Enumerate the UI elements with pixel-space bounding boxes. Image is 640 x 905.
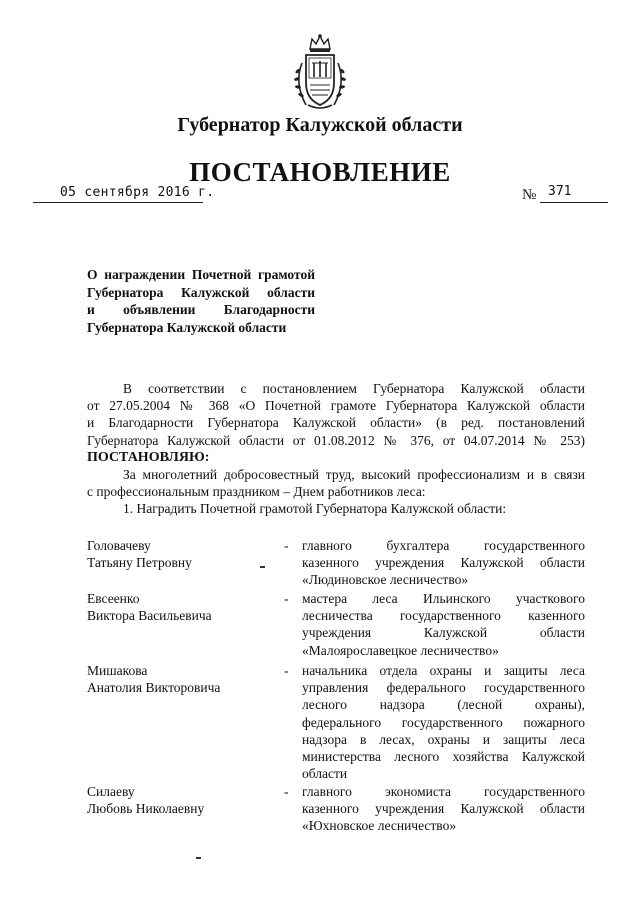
subject-line: О награждении Почетной грамотой <box>87 267 315 282</box>
position-line: лесного надзора (лесной охраны), <box>302 697 585 713</box>
awardee-surname: Мишакова <box>87 663 148 678</box>
subject-line: Губернатора Калужской области <box>87 284 315 300</box>
awardee-given-names: Виктора Васильевича <box>87 608 212 624</box>
awardee-given-names: Татьяну Петровну <box>87 555 192 571</box>
document-date: 05 сентября 2016 г. <box>60 185 215 200</box>
position-line: мастера леса Ильинского участкового <box>302 591 585 606</box>
position-line: учреждения Калужской области <box>302 625 585 641</box>
number-label: № <box>522 187 537 203</box>
position-line: главного бухгалтера государственного <box>302 538 585 553</box>
document-number: 371 <box>548 184 572 199</box>
date-underline <box>33 202 203 203</box>
position-line: начальника отдела охраны и защиты леса <box>302 663 585 678</box>
preamble-line: В соответствии с постановлением Губернатора Калужской области <box>123 381 585 396</box>
awardee-given-names: Анатолия Викторовича <box>87 680 221 696</box>
position-line: «Малоярославецкое лесничество» <box>302 642 499 658</box>
separator-dash: - <box>284 663 289 678</box>
subject-line: и объявлении Благодарности <box>87 302 315 317</box>
awardee-position <box>302 783 585 835</box>
awardee-name <box>87 590 277 624</box>
position-line: управления федерального государственного <box>302 680 585 696</box>
separator-dash: - <box>284 784 289 799</box>
position-line: области <box>302 766 348 782</box>
subject-line: Губернатора Калужской области <box>87 319 287 335</box>
reason-line: с профессиональным праздником – Днем работников леса: <box>87 484 426 500</box>
awardee-name <box>87 783 277 817</box>
reason-line: За многолетний добросовестный труд, высокий профессионализм и в связи <box>123 467 585 483</box>
number-underline <box>540 202 608 203</box>
scan-speck <box>196 857 201 859</box>
position-line: «Юхновское лесничество» <box>302 818 457 834</box>
document-body <box>87 380 585 518</box>
awardee-given-names: Любовь Николаевну <box>87 801 205 817</box>
document-type: ПОСТАНОВЛЕНИЕ <box>189 157 451 187</box>
item-1-heading: 1. Наградить Почетной грамотой Губернатора Калужской области: <box>123 501 507 517</box>
preamble-line: от 27.05.2004 № 368 «О Почетной грамоте Губернатора Калужской области <box>87 398 585 414</box>
position-line: главного экономиста государственного <box>302 784 585 799</box>
position-line: казенного учреждения Калужской области <box>302 801 585 817</box>
issuing-authority: Губернатор Калужской области <box>177 114 463 136</box>
awardee-position <box>302 590 585 659</box>
position-line: федерального государственного пожарного <box>302 714 585 730</box>
awardee-name <box>87 662 277 696</box>
separator-dash: - <box>284 538 289 553</box>
awardee-surname: Евсеенко <box>87 591 140 606</box>
position-line: надзора в лесах, охраны и защиты леса <box>302 731 585 747</box>
position-line: лесничества государственного казенного <box>302 608 585 624</box>
awardee-name <box>87 537 277 571</box>
preamble-line: и Благодарности Губернатора Калужской области» (в ред. постановлений <box>87 415 585 431</box>
preamble-line: Губернатора Калужской области от 01.08.2012 № 376, от 04.07.2014 № 253) <box>87 432 585 448</box>
separator-dash: - <box>284 591 289 606</box>
awardee-position <box>302 537 585 589</box>
awardee-surname: Головачеву <box>87 538 151 553</box>
coat-of-arms-emblem <box>288 33 352 113</box>
scan-speck <box>260 566 265 568</box>
position-line: министерства лесного хозяйства Калужской <box>302 749 585 765</box>
position-line: «Людиновское лесничество» <box>302 572 469 588</box>
resolve-heading: ПОСТАНОВЛЯЮ: <box>87 449 210 465</box>
awardee-position <box>302 662 585 782</box>
awardee-surname: Силаеву <box>87 784 135 799</box>
position-line: казенного учреждения Калужской области <box>302 555 585 571</box>
document-subject <box>87 266 315 336</box>
